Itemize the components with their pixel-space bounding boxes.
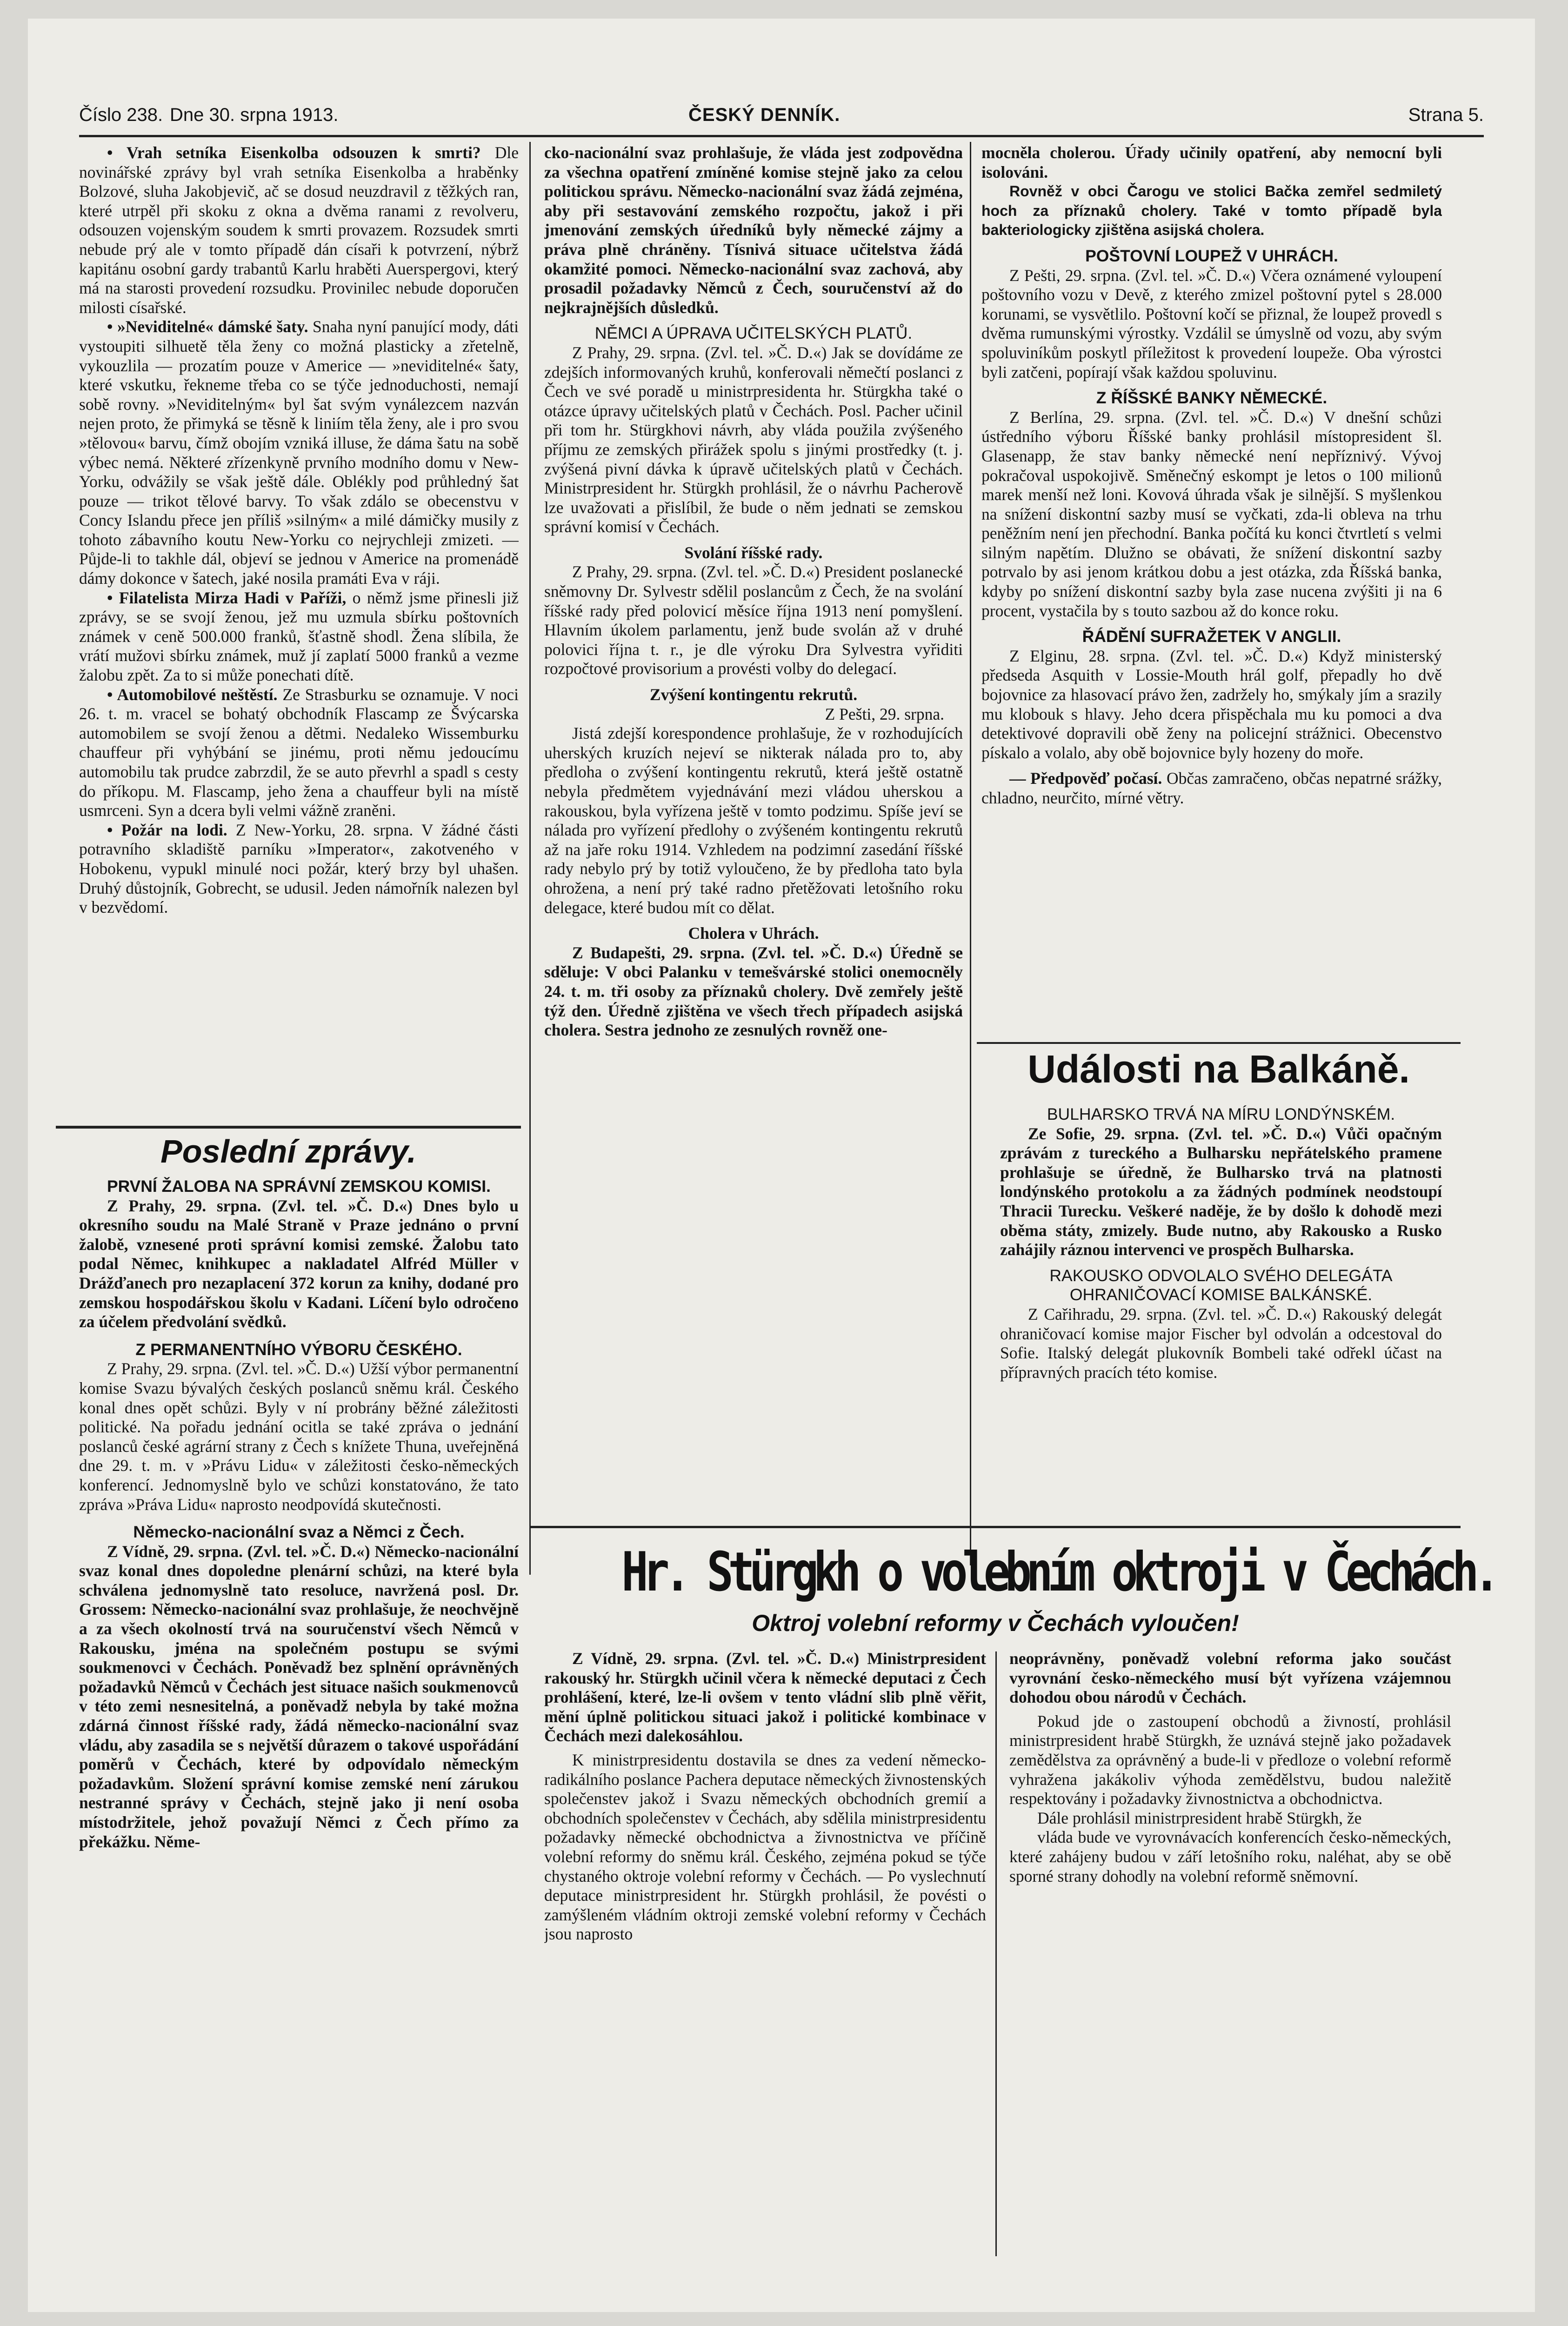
forecast-lead: — Předpověď počasí. — [1009, 769, 1162, 788]
page-number: Strana 5. — [1408, 105, 1484, 125]
banner-heading: Hr. Stürgkh o volebním oktroji v Čechách. — [621, 1541, 1495, 1604]
subsection-title: Zvýšení kontingentu rekrutů. — [649, 685, 858, 704]
article-body: Jistá zdejší korespondence prohlašuje, že v rozhodujících uherských kruzích nejeví se nikterak nálada pro to, aby předloha o zvýšení kontingentu rekrutů, která ještě ostatně nebyla předmětem vyjednávání mezi vládou uherskou a rakouskou, byla vyřízena ještě v tomto podzimu. Spíše jeví se nálada pro vyřízení předlohy o zvýšeném kontingentu rekrutů až na jaře roku 1914. Vzhledem na podzimní zasedání říšské rady nebylo prý by totiž vyloučeno, že by předloha tato byla ohrožena, a není prý také radno přetěžovati letošního roku delegace, které budou mít co dělat. — [544, 724, 963, 917]
article-lead: • Filatelista Mirza Hadi v Paříži, — [107, 588, 347, 607]
issue-number: Číslo 238. — [79, 105, 163, 125]
article-body: Dle novinářské zprávy byl vrah setníka Eisenkolba a hraběnky Bolzové, sluha Jakobjevič, ač se dosud neuzdravil z těžkých ran, které utrpěl při skoku z okna a dvěma ranami z revolveru, odsouzen vojenským soudem k smrti provazem. Rozsudek smrti nebude prý ale v tomto případě dán císaři k potvrzení, nýbrž kapitánu osobní gardy trabantů Karlu hraběti Auerspergovi, který má na starosti provedení rozsudku. Provinilec nebude doporučen milosti císařské. — [79, 143, 519, 317]
article-lead: • Požár na lodi. — [107, 820, 227, 839]
subsection-title: PRVNÍ ŽALOBA NA SPRÁVNÍ ZEMSKOU KOMISI. — [107, 1177, 491, 1196]
article-body: vláda bude ve vyrovnávacích konferencích česko-německých, které zahájeny budou v září letošního roku, naléhat, aby se obě sporné strany dohodly na volební reformě sněmovní. — [1009, 1828, 1451, 1885]
banner-rule — [530, 1526, 1461, 1528]
balkan-section — [1000, 1105, 1442, 1570]
column-divider-2 — [970, 142, 971, 1565]
article-lead: • »Neviditelné« dámské šaty. — [107, 317, 308, 336]
issue-date: Dne 30. srpna 1913. — [170, 105, 339, 125]
section-heading: Poslední zprávy. — [160, 1133, 416, 1170]
forecast-body: Občas zamračeno, občas nepatrné srážky, chladno, neurčito, mírné větry. — [981, 769, 1442, 807]
article-body: Ze Sofie, 29. srpna. (Zvl. tel. »Č. D.«) Vůči opačným zprávám z tureckého a Bulharsku nepřátelského pramene prohlašuje se úředně, že Bulharsko trvá na platnosti londýnského protokolu a za žádných podmínek neodstoupí Thracii Turecku. Veškeré naděje, že by došlo k dohodě mezi oběma státy, zmizely. Bude nutno, aby Rakousko a Rusko zahájily ráznou intervenci ve prospěch Bulharska. — [1000, 1124, 1442, 1259]
banner-subheading: Oktroj volební reformy v Čechách vyloučen! — [752, 1610, 1239, 1636]
newspaper-title: ČESKÝ DENNÍK. — [688, 105, 841, 125]
subsection-title: Německo-nacionální svaz a Němci z Čech. — [133, 1523, 465, 1542]
article-body: Rovněž v obci Čarogu ve stolici Bačka zemřel sedmiletý hoch za příznaků cholery. Také v tomto případě byla bakteriologicky zjištěna asijská cholera. — [981, 183, 1442, 239]
subsection-title: RAKOUSKO ODVOLALO SVÉHO DELEGÁTA OHRANIČOVACÍ KOMISE BALKÁNSKÉ. — [1049, 1266, 1393, 1304]
article-body: Z Prahy, 29. srpna. (Zvl. tel. »Č. D.«) Dnes bylo u okresního soudu na Malé Straně v Praze jednáno o první žalobě, vznesené proti správní komisi zemské. Žalobu tato podal Němec, knihkupec a nakladatel Alfréd Müller v Drážďanech pro nezaplacení 372 korun za knihy, dodané pro zemskou hospodářskou školu v Kadani. Líčení bylo odročeno za účelem předvolání svědků. — [79, 1196, 519, 1331]
article-body: Z Cařihradu, 29. srpna. (Zvl. tel. »Č. D.«) Rakouský delegát ohraničovací komise major Fischer byl odvolán a odcestoval do Sofie. Italský delegát plukovník Bombeli také odřekl účast na přípravných pracích této komise. — [1000, 1304, 1442, 1382]
article-body: Z Elginu, 28. srpna. (Zvl. tel. »Č. D.«) Když ministerský předseda Asquith v Lossie-Mouth hrál golf, přepadly ho dvě bojovnice za hlasovací právo žen, zadržely ho, smýkaly jím a srazily mu klobouk s hlavy. Jeho dcera přispěchala mu ku pomoci a dva detektivové dopravili obě ženy na policejní strážnici. Obecenstvo pískalo a volalo, aby obě bojovnice byly hozeny do moře. — [981, 646, 1442, 762]
subsection-title: Z ŘÍŠSKÉ BANKY NĚMECKÉ. — [1096, 388, 1328, 408]
article-body: Dále prohlásil ministrpresident hrabě Stürgkh, že — [1037, 1808, 1362, 1827]
article-body: Z Vídně, 29. srpna. (Zvl. tel. »Č. D.«) Ministrpresident rakouský hr. Stürgkh učinil včera k německé deputaci z Čech prohlášení, které, lze-li ovšem v tento vládní slib plně věřit, mění úplně politickou situaci jakož i politické kombinace v Čechách mezi dalekosáhlou. — [544, 1649, 986, 1745]
article-body: Z Pešti, 29. srpna. (Zvl. tel. »Č. D.«) Včera oznámené vyloupení poštovního vozu v Devě, z kterého zmizel poštovní pytel s 28.000 korunami, se vysvětlilo. Poštovní kočí se přiznal, že loupež provedl s dvěma rumunskými výrostky. Vzdálil se úmyslně od vozu, aby svým spoluviníkům poskytl příležitost k provedení loupeže. Oba výrostci byli zatčeni, popírají však každou spoluvinu. — [981, 266, 1442, 381]
article-body: o němž jsme přinesli již zprávy, se se svojí ženou, jež mu uzmula sbírku poštovních známek v ceně 500.000 franků, šťastně shodl. Žena slíbila, že vrátí mužovi sbírku známek, muž jí zaplatí 5000 franků a vezme žalobu zpět. Za to si může ponechati dítě. — [79, 588, 519, 685]
subsection-title: ŘÁDĚNÍ SUFRAŽETEK V ANGLII. — [1082, 627, 1341, 646]
header-rule — [79, 135, 1484, 137]
column-3 — [981, 143, 1442, 1036]
article-body: Z Vídně, 29. srpna. (Zvl. tel. »Č. D.«) Německo-nacionální svaz konal dnes dopoledne plenární schůzi, na které byla schválena jednomyslně tato resoluce, navržená posl. Dr. Grossem: Německo-nacionální svaz prohlašuje, že neochvějně a za všech okolností trvá na souručenství všech Němců v Rakousku, jména na společném postupu se svými soukmenovci v Čechách. Poněvadž bez splnění oprávněných požadavků Němců v Čechách jest situace našich soukmenovců v této zemi nesnesitelná, a poněvadž nebyla by také možna zdárná činnost říšské rady, žádá německo-nacionální svaz vládu, aby zasadila se s největší důrazem o takové uspořádání poměrů v Čechách, které by odpovídalo německým požadavkům. Složení správní komise zemské není zárukou nestranné správy v Čechách, stejně jako ji není osoba místodržitele, jehož považují Němci z Čech přímo za překážku. Něme- — [79, 1542, 519, 1851]
subsection-title: NĚMCI A ÚPRAVA UČITELSKÝCH PLATŮ. — [594, 324, 913, 343]
column-1-bottom — [79, 1177, 519, 2293]
section-rule — [977, 1042, 1461, 1044]
article-body: Ze Strasburku se oznamuje. V noci 26. t. m. vracel se bohatý obchodník Flascamp ze Švýcarska automobilem se svojí ženou a dětmi. Nedaleko Wissemburku chauffeur při vyhýbání se jinému, proti němu jedoucímu automobilu tak prudce zabrzdil, že se auto převrhl a spadl s cesty do příkopu. M. Flascamp, jeho žena a chauffeur byli na místě usmrceni. Syn a dcera byli velmi vážně zraněni. — [79, 685, 519, 820]
article-body: cko-nacionální svaz prohlašuje, že vláda jest zodpovědna za všechna opatření zmíněné komise stejně jako za celou politickou správu. Německo-nacionální svaz žádá zejména, aby při sestavování zemského rozpočtu, jakož i při jmenování zemských úředníků byly německé zájmy a práva plně chráněny. Tísnivá situace učitelstva žádá okamžité pomoci. Německo-nacionální svaz zachová, aby prosadil požadavky Němců z Čech, souručenství až do nejkrajnějších důsledků. — [544, 143, 963, 317]
page-header — [79, 105, 1484, 129]
section-rule — [56, 1126, 521, 1129]
section-heading: Události na Balkáně. — [1028, 1047, 1410, 1091]
subsection-title: BULHARSKO TRVÁ NA MÍRU LONDÝNSKÉM. — [1047, 1105, 1395, 1123]
article-body: mocněla cholerou. Úřady učinily opatření, aby nemocní byli isolováni. — [981, 143, 1442, 181]
column-divider-3 — [995, 1651, 997, 2256]
subsection-title: Svolání říšské rady. — [684, 543, 823, 562]
article-body: K ministrpresidentu dostavila se dnes za vedení německo-radikálního poslance Pachera deputace německých živnostenských společenstev jakož i Svazu německých obchodních gremií a obchodních společenstev v Čechách, aby sdělila ministrpresidentu požadavky německé obchodnictva a živnostnictva ve příčině volební reformy do sněmu král. Českého, zejména pokud se týče chystaného oktroje volební reformy v Čechách. — Po vyslechnutí deputace ministrpresident hr. Stürgkh prohlásil, že povésti o zamýšleném vládním oktroji zemské volební reformy v Čechách jsou naprosto — [544, 1750, 986, 1944]
article-body: Z Prahy, 29. srpna. (Zvl. tel. »Č. D.«) Užší výbor permanentní komise Svazu bývalých českých poslanců sněmu král. Českého konal dnes opět schůzi. Byly v ní probrány běžné záležitosti politické. Na pořadu jednání ocitla se také zpráva o jednání poslanců české agrární strany z Čech s knížete Thuna, uveřejněná dne 29. t. m. v »Právu Lidu« v záležitosti česko-německých konferencí. Jednomyslně bylo ve schůzi konstatováno, že tato zpráva »Práva Lidu« naprosto neodpovídá skutečnosti. — [79, 1359, 519, 1514]
article-body: Pokud jde o zastoupení obchodů a živností, prohlásil ministrpresident hrabě Stürgkh, že uznává stejně jako požadavek zemědělstva za oprávněný a bude-li v předloze o volební reformě vyhražena jakákoliv výhoda zemědělstvu, budou naležitě respektovány i požadavky živnostnictva a obchodnictva. — [1009, 1711, 1451, 1808]
dateline: Z Pešti, 29. srpna. — [825, 704, 944, 723]
article-body: Z Prahy, 29. srpna. (Zvl. tel. »Č. D.«) Jak se dovídáme ze zdejších informovaných kruhů, konferovali němečtí poslanci z Čech ve své poradě u ministrpresidenta hr. Stürgkha také o otázce úpravy učitelských platů v Čechách. Posl. Pacher učinil při tom hr. Stürgkhovi návrh, aby vláda použila zvýšeného příjmu ze zemských přirážek spolu s jinými prostředky (t. j. zvýšená pivní dávka k úpravě učitelských platů v Čechách. Ministrpresident hr. Stürgkh prohlásil, že o návrhu Pacherově lze uvažovati a přislíbil, že bude o něm jednati se zemskou správní komisí v Čechách. — [544, 343, 963, 536]
article-body: Snaha nyní panující mody, dáti vystoupiti silhuetě těla ženy co možná plasticky a zřetelně, vykouzlila — prozatím pouze v Americe — »neviditelné« šaty, které vskutku, řekneme třeba co se týče jednoduchosti, nemají sobě rovny. »Neviditelným« byl šat svým vynálezcem nazván nejen proto, že přimyká se těsně k liniím těla ženy, ale i pro svou »tělovou« barvu, čímž obojím vzniká illuse, že dáma šatu na sobě výbec nemá. Některé zřízenkyně prvního modního domu v New-Yorku, odvážily se však ještě dále. Oblékly pod průhledný šat pouze — trikot tělové barvy. To však zdálo se obecenstvu v Concy Islandu přece jen příliš »silným« a milé dámičky musily z tohoto zábavního koutu New-Yorku co nejrychleji zmizeti. — Půjde-li to takhle dál, objeví se jednou v Americe na promenádě dámy dokonce v šatech, jaké nosila pramáti Eva v ráji. — [79, 317, 519, 588]
stuergkh-col-right — [1009, 1649, 1451, 2277]
article-body: Z New-Yorku, 28. srpna. V žádné části potravního skladiště parníku »Imperator«, zakotveného v Hobokenu, vypukl minulé noci požár, který brzy byl uhašen. Druhý důstojník, Gobrecht, se udusil. Jeden námořník nalezen byl v bezvědomí. — [79, 820, 519, 917]
column-2 — [544, 143, 963, 1548]
newspaper-page — [28, 19, 1535, 2312]
article-body: Z Prahy, 29. srpna. (Zvl. tel. »Č. D.«) President poslanecké sněmovny Dr. Sylvestr sdělil poslancům z Čech, že na svolání říšské rady před polovicí měsíce října 1913 není pomyšlení. Hlavním úkolem parlamentu, jenž bude svolán až v druhé polovici října t. r., je dle výroku Dra Sylvestra vyřiditi rozpočtové provisorium a provésti volby do delegací. — [544, 562, 963, 678]
article-body: Z Budapešti, 29. srpna. (Zvl. tel. »Č. D.«) Úředně se sděluje: V obci Palanku v temešvárské stolici onemocněly 24. t. m. tři osoby za příznaků cholery. Dvě zemřely ještě týž den. Úředně zjištěna ve všech třech případech asijská cholera. Sestra jednoho ze zesnulých rovněž one- — [544, 943, 963, 1040]
article-body: neoprávněny, poněvadž volební reforma jako součást vyrovnání česko-německého musí být vyřízena vzájemnou dohodou obou národů v Čechách. — [1009, 1649, 1451, 1707]
article-body: Z Berlína, 29. srpna. (Zvl. tel. »Č. D.«) V dnešní schůzi ústředního výboru Říšské banky prohlásil místopresident šl. Glasenapp, že stav banky německé není nepříznivý. Vývoj pokračoval uspokojivě. Směnečný eskompt je letos o 100 milionů marek menší než loni. Kovová úhrada však je silnější. S myšlenkou na snížení diskontní sazby musí se vyčkati, zda-li obleva na trhu peněžním není jen přechodní. Banka počítá ku konci čtvrtletí s velmi silným napětím. Dlužno se obávati, že snížení diskontní sazby potrvalo by asi jenom krátkou dobu a jest otázka, zda Říšská banka, kdyby po snížení diskontní sazby byla zase nucena zvýšiti ji na 6 procent, vystačila by s touto sazbou až do konce roku. — [981, 408, 1442, 620]
subsection-title: Cholera v Uhrách. — [688, 924, 819, 943]
stuergkh-col-left — [544, 1649, 986, 2277]
article-lead: • Vrah setníka Eisenkolba odsouzen k smrti? — [107, 143, 481, 162]
column-divider-1 — [529, 142, 531, 1575]
subsection-title: Z PERMANENTNÍHO VÝBORU ČESKÉHO. — [135, 1340, 462, 1359]
column-1-top — [79, 143, 519, 1074]
article-lead: • Automobilové neštěstí. — [107, 685, 278, 704]
subsection-title: POŠTOVNÍ LOUPEŽ V UHRÁCH. — [1085, 246, 1338, 265]
